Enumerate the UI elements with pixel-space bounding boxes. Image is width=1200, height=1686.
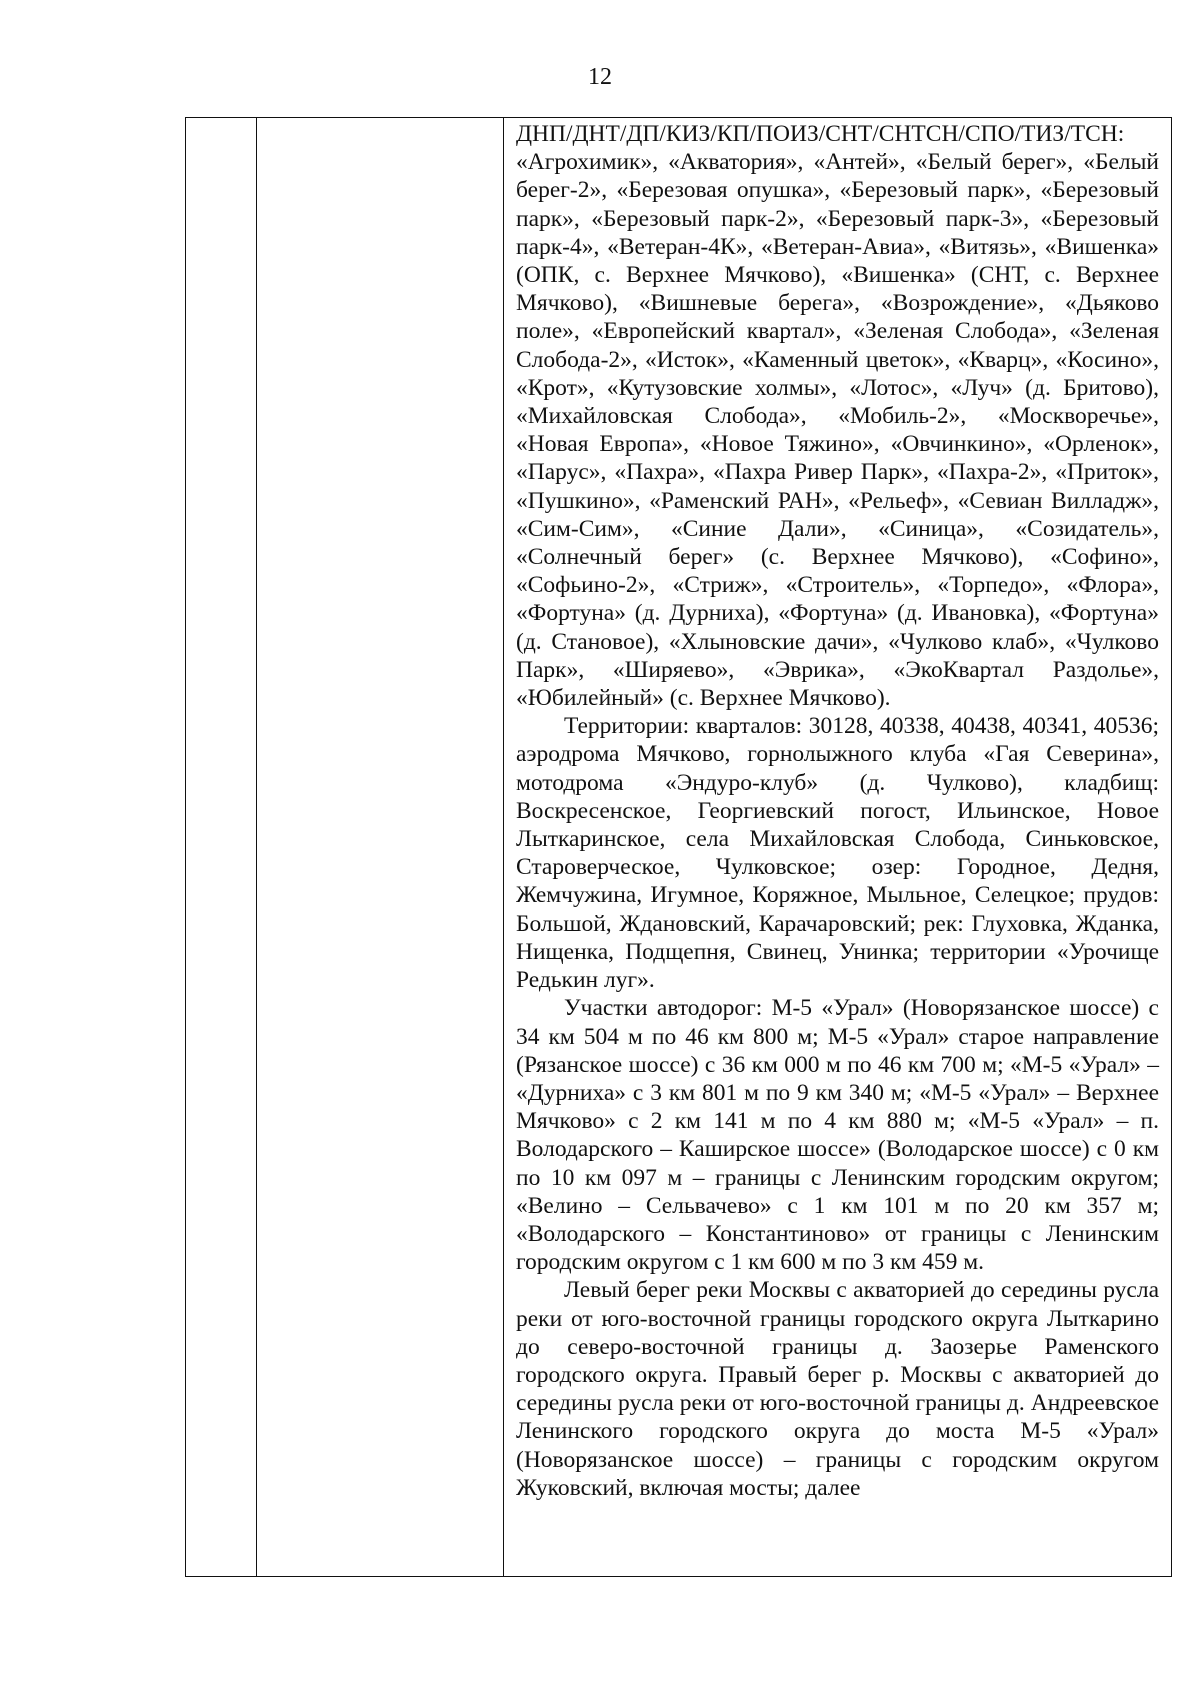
document-table: [185, 117, 1172, 1577]
paragraph-roads: Участки автодорог: М-5 «Урал» (Новорязанское шоссе) с 34 км 504 м по 46 км 800 м; М-5 «Урал» старое направление (Рязанское шоссе) с 36 км 000 м по 46 км 700 м; «М-5 «Урал» – «Дурниха» с 3 км 801 м по 9 км 340 м; «М-5 «Урал» – Верхнее Мячково» с 2 км 141 м по 4 км 880 м; «М-5 «Урал» – п. Володарского – Каширское шоссе» (Володарское шоссе) с 0 км по 10 км 097 м – границы с Ленинским городским округом; «Велино – Сельвачево» с 1 км 101 м по 20 км 357 м; «Володарского – Константиново» от границы с Ленинским городским округом с 1 км 600 м по 3 км 459 м.: [516, 995, 1159, 1276]
table-row: [186, 118, 1172, 1577]
paragraph-associations: ДНП/ДНТ/ДП/КИЗ/КП/ПОИЗ/СНТ/СНТСН/СПО/ТИЗ/ТСН: «Агрохимик», «Акватория», «Антей», «Белый берег», «Белый берег-2», «Березовая опушка», «Березовый парк», «Березовый парк», «Березовый парк-2», «Березовый парк-3», «Березовый парк-4», «Ветеран-4К», «Ветеран-Авиа», «Витязь», «Вишенка» (ОПК, с. Верхнее Мячково), «Вишенка» (СНТ, с. Верхнее Мячково), «Вишневые берега», «Возрождение», «Дьяково поле», «Европейский квартал», «Зеленая Слобода», «Зеленая Слобода-2», «Исток», «Каменный цветок», «Кварц», «Косино», «Крот», «Кутузовские холмы», «Лотос», «Луч» (д. Бритово), «Михайловская Слобода», «Мобиль-2», «Москворечье», «Новая Европа», «Новое Тяжино», «Овчинкино», «Орленок», «Парус», «Пахра», «Пахра Ривер Парк», «Пахра-2», «Приток», «Пушкино», «Раменский РАН», «Рельеф», «Севиан Вилладж», «Сим-Сим», «Синие Дали», «Синица», «Созидатель», «Солнечный берег» (с. Верхнее Мячково), «Софино», «Софьино-2», «Стриж», «Строитель», «Торпедо», «Флора», «Фортуна» (д. Дурниха), «Фортуна» (д. Ивановка), «Фортуна» (д. Становое), «Хлыновские дачи», «Чулково клаб», «Чулково Парк», «Ширяево», «Эврика», «ЭкоКвартал Раздолье», «Юбилейный» (с. Верхнее Мячково).: [516, 121, 1159, 712]
paragraph-river: Левый берег реки Москвы с акваторией до середины русла реки от юго-восточной границы городского округа Лыткарино до северо-восточной границы д. Заозерье Раменского городского округа. Правый берег р. Москвы с акваторией до середины русла реки от юго-восточной границы д. Андреевское Ленинского городского округа до моста М-5 «Урал» (Новорязанское шоссе) – границы с городским округом Жуковский, включая мосты; далее: [516, 1277, 1159, 1501]
table-cell-description: [504, 118, 1172, 1577]
table-cell-number: [186, 118, 257, 1577]
table-cell-name: [257, 118, 504, 1577]
paragraph-territories: Территории: кварталов: 30128, 40338, 40438, 40341, 40536; аэродрома Мячково, горнолыжного клуба «Гая Северина», мотодрома «Эндуро-клуб» (д. Чулково), кладбищ: Воскресенское, Георгиевский погост, Ильинское, Новое Лыткаринское, села Михайловская Слобода, Синьковское, Староверческое, Чулковское; озер: Городное, Дедня, Жемчужина, Игумное, Коряжное, Мыльное, Селецкое; прудов: Большой, Ждановский, Карачаровский; рек: Глуховка, Жданка, Нищенка, Подщепня, Свинец, Унинка; территории «Урочище Редькин луг».: [516, 713, 1159, 994]
page-number: 12: [588, 64, 612, 90]
description-text: [504, 118, 1171, 1502]
